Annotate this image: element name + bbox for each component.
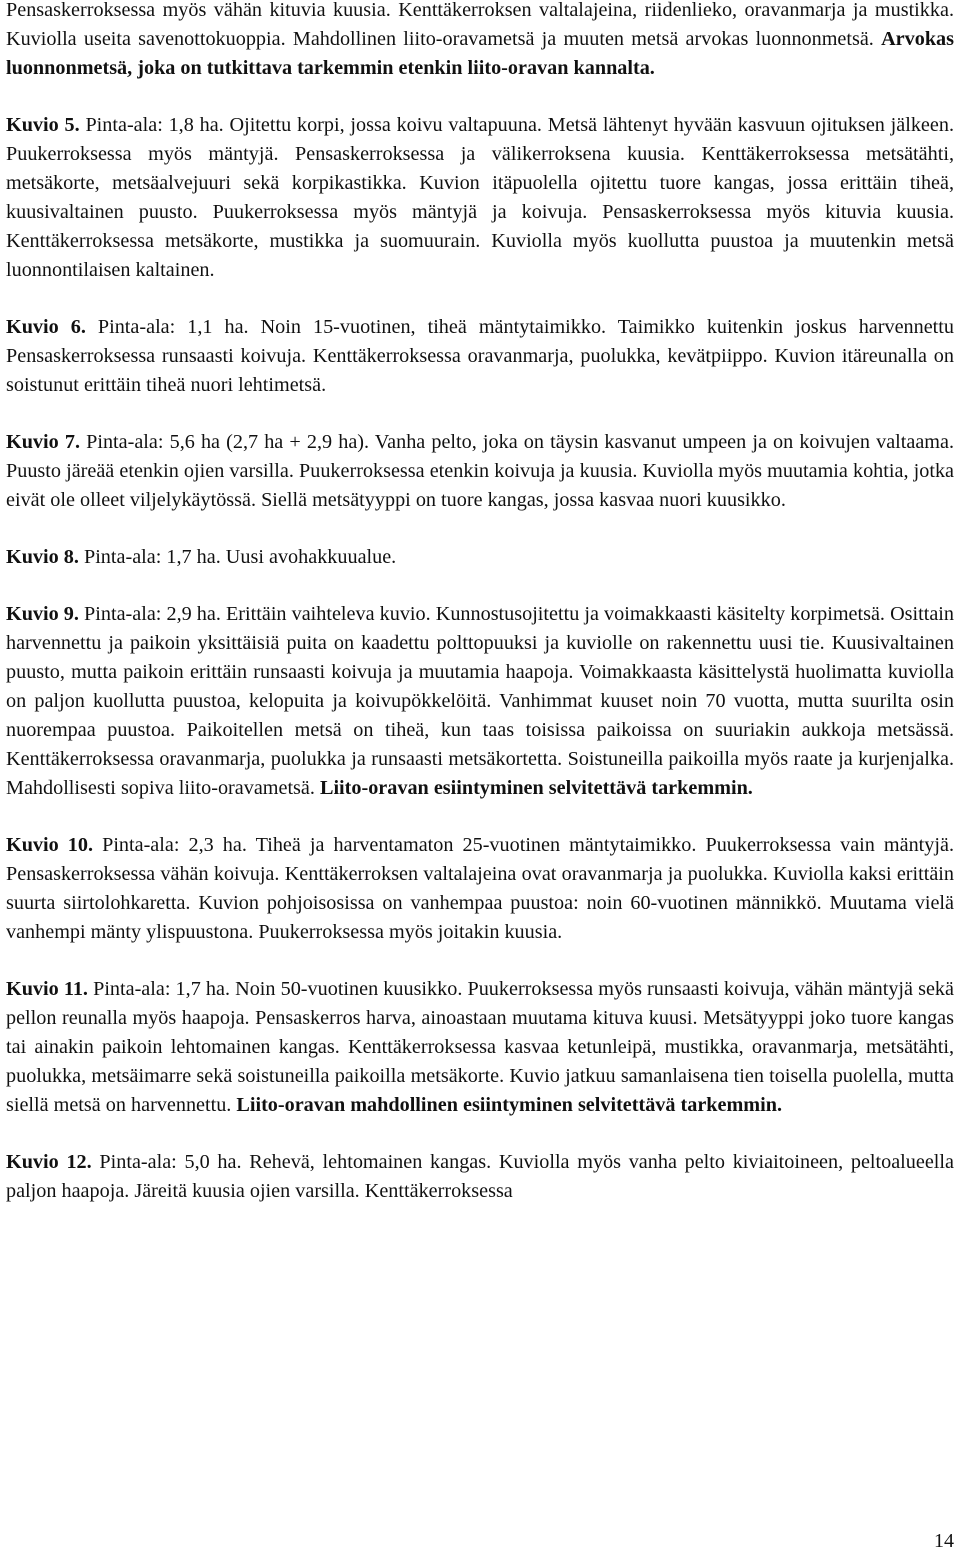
- paragraph-kuvio-11: [6, 975, 954, 1120]
- kuvio-heading: Kuvio 9.: [6, 603, 79, 625]
- paragraph-kuvio-7: [6, 428, 954, 515]
- paragraph-text: Pinta-ala: 5,6 ha (2,7 ha + 2,9 ha). Vanha pelto, joka on täysin kasvanut umpeen ja on koivujen valtaama. Puusto järeää etenkin ojien varsilla. Puukerroksessa etenkin koivuja ja kuusia. Kuviolla myös muutamia kohtia, jotka eivät ole olleet viljelykäytössä. Siellä metsätyyppi on tuore kangas, jossa kasvaa nuori kuusikko.: [6, 431, 955, 511]
- paragraph-kuvio-6: [6, 313, 954, 400]
- paragraph-text: Pinta-ala: 1,7 ha. Noin 50-vuotinen kuusikko. Puukerroksessa myös runsaasti koivuja, vähän mäntyjä sekä pellon reunalla myös haapoja. Pensaskerros harva, ainoastaan muutama kituva kuusi. Metsätyyppi joko tuore kangas tai ainakin paikoin lehtomainen kangas. Kenttäkerroksessa kasvaa ketunleipä, mustikka, oravanmarja, metsätähti, puolukka, metsäimarre sekä soistuneilla paikoilla metsäkorte. Kuvio jatkuu samanlaisena tien toisella puolella, mutta siellä metsä on harvennettu.: [6, 978, 954, 1116]
- kuvio-heading: Kuvio 7.: [6, 431, 80, 453]
- emphasis-text: Arvokas luonnonmetsä, joka on tutkittava tarkemmin etenkin liito-oravan kannalta.: [6, 28, 954, 79]
- paragraph-text: Pinta-ala: 1,1 ha. Noin 15-vuotinen, tiheä mäntytaimikko. Taimikko kuitenkin joskus harvennettu Pensaskerroksessa runsaasti koivuja. Kenttäkerroksessa oravanmarja, puolukka, kevätpiippo. Kuvion itäreunalla on soistunut erittäin tiheä nuori lehtimetsä.: [6, 316, 954, 396]
- paragraph-kuvio-9: [6, 600, 954, 803]
- kuvio-heading: Kuvio 12.: [6, 1151, 92, 1173]
- paragraph-kuvio-10: [6, 831, 954, 947]
- emphasis-text: Liito-oravan esiintyminen selvitettävä tarkemmin.: [319, 777, 753, 799]
- page-number: 14: [934, 1530, 954, 1552]
- kuvio-heading: Kuvio 8.: [6, 546, 79, 568]
- kuvio-heading: Kuvio 6.: [6, 316, 86, 338]
- paragraph-kuvio-12: [6, 1148, 954, 1206]
- paragraph-text: Pinta-ala: 1,8 ha. Ojitettu korpi, jossa koivu valtapuuna. Metsä lähtenyt hyvään kasvuun ojituksen jälkeen. Puukerroksessa myös mäntyjä. Pensaskerroksessa ja välikerroksena kuusia. Kenttäkerroksessa metsätähti, metsäkorte, metsäalvejuuri sekä korpikastikka. Kuvion itäpuolella ojitettu tuore kangas, jossa erittäin tiheä, kuusivaltainen puusto. Puukerroksessa myös mäntyjä ja koivuja. Pensaskerroksessa myös kituvia kuusia. Kenttäkerroksessa metsäkorte, mustikka ja suomuurain. Kuviolla myös kuollutta puustoa ja muutenkin metsä luonnontilaisen kaltainen.: [6, 114, 954, 281]
- paragraph-text: Pinta-ala: 1,7 ha. Uusi avohakkuualue.: [78, 546, 397, 568]
- paragraph-text: Pinta-ala: 2,9 ha. Erittäin vaihteleva kuvio. Kunnostusojitettu ja voimakkaasti käsitelty korpimetsä. Osittain harvennettu ja paikoin yksittäisiä puita on kaadettu polttopuuksi ja kuviolle on rakennettu uusi tie. Kuusivaltainen puusto, mutta paikoin erittäin runsaasti koivuja ja muutamia haapoja. Voimakkaasta käsittelystä huolimatta kuviolla on paljon kuollutta puustoa, kelopuita ja koivupökkelöitä. Vanhimmat kuuset noin 70 vuotta, mutta suurilta osin nuorempaa puustoa. Paikoitellen metsä on tiheä, kun taas toisissa paikoissa on suuriakin aukkoja metsässä. Kenttäkerroksessa oravanmarja, puolukka ja runsaasti metsäkortetta. Soistuneilla paikoilla myös raate ja kurjenjalka. Mahdollisesti sopiva liito-oravametsä.: [6, 603, 954, 799]
- paragraph-kuvio-4-continued: [6, 0, 954, 83]
- paragraph-text: Pinta-ala: 2,3 ha. Tiheä ja harventamaton 25-vuotinen mäntytaimikko. Puukerroksessa vain mäntyjä. Pensaskerroksessa vähän koivuja. Kenttäkerroksen valtalajeina ovat oravanmarja ja puolukka. Kuviolla kaksi erittäin suurta siirtolohkaretta. Kuvion pohjoisosissa on vanhempaa puustoa: noin 60-vuotinen männikkö. Muutama vielä vanhempi mänty ylispuustona. Puukerroksessa myös joitakin kuusia.: [6, 834, 954, 943]
- emphasis-text: Liito-oravan mahdollinen esiintyminen selvitettävä tarkemmin.: [236, 1094, 783, 1116]
- paragraph-text: Pinta-ala: 5,0 ha. Rehevä, lehtomainen kangas. Kuviolla myös vanha pelto kiviaitoineen, peltoalueella paljon haapoja. Järeitä kuusia ojien varsilla. Kenttäkerroksessa: [6, 1151, 954, 1202]
- paragraph-text: Pensaskerroksessa myös vähän kituvia kuusia. Kenttäkerroksen valtalajeina, riidenlieko, oravanmarja ja mustikka. Kuviolla useita savenottokuoppia. Mahdollinen liito-oravametsä ja muuten metsä arvokas luonnonmetsä.: [6, 0, 954, 50]
- kuvio-heading: Kuvio 11.: [6, 978, 88, 1000]
- paragraph-kuvio-8: [6, 543, 954, 572]
- kuvio-heading: Kuvio 10.: [6, 834, 94, 856]
- paragraph-kuvio-5: [6, 111, 954, 285]
- kuvio-heading: Kuvio 5.: [6, 114, 80, 136]
